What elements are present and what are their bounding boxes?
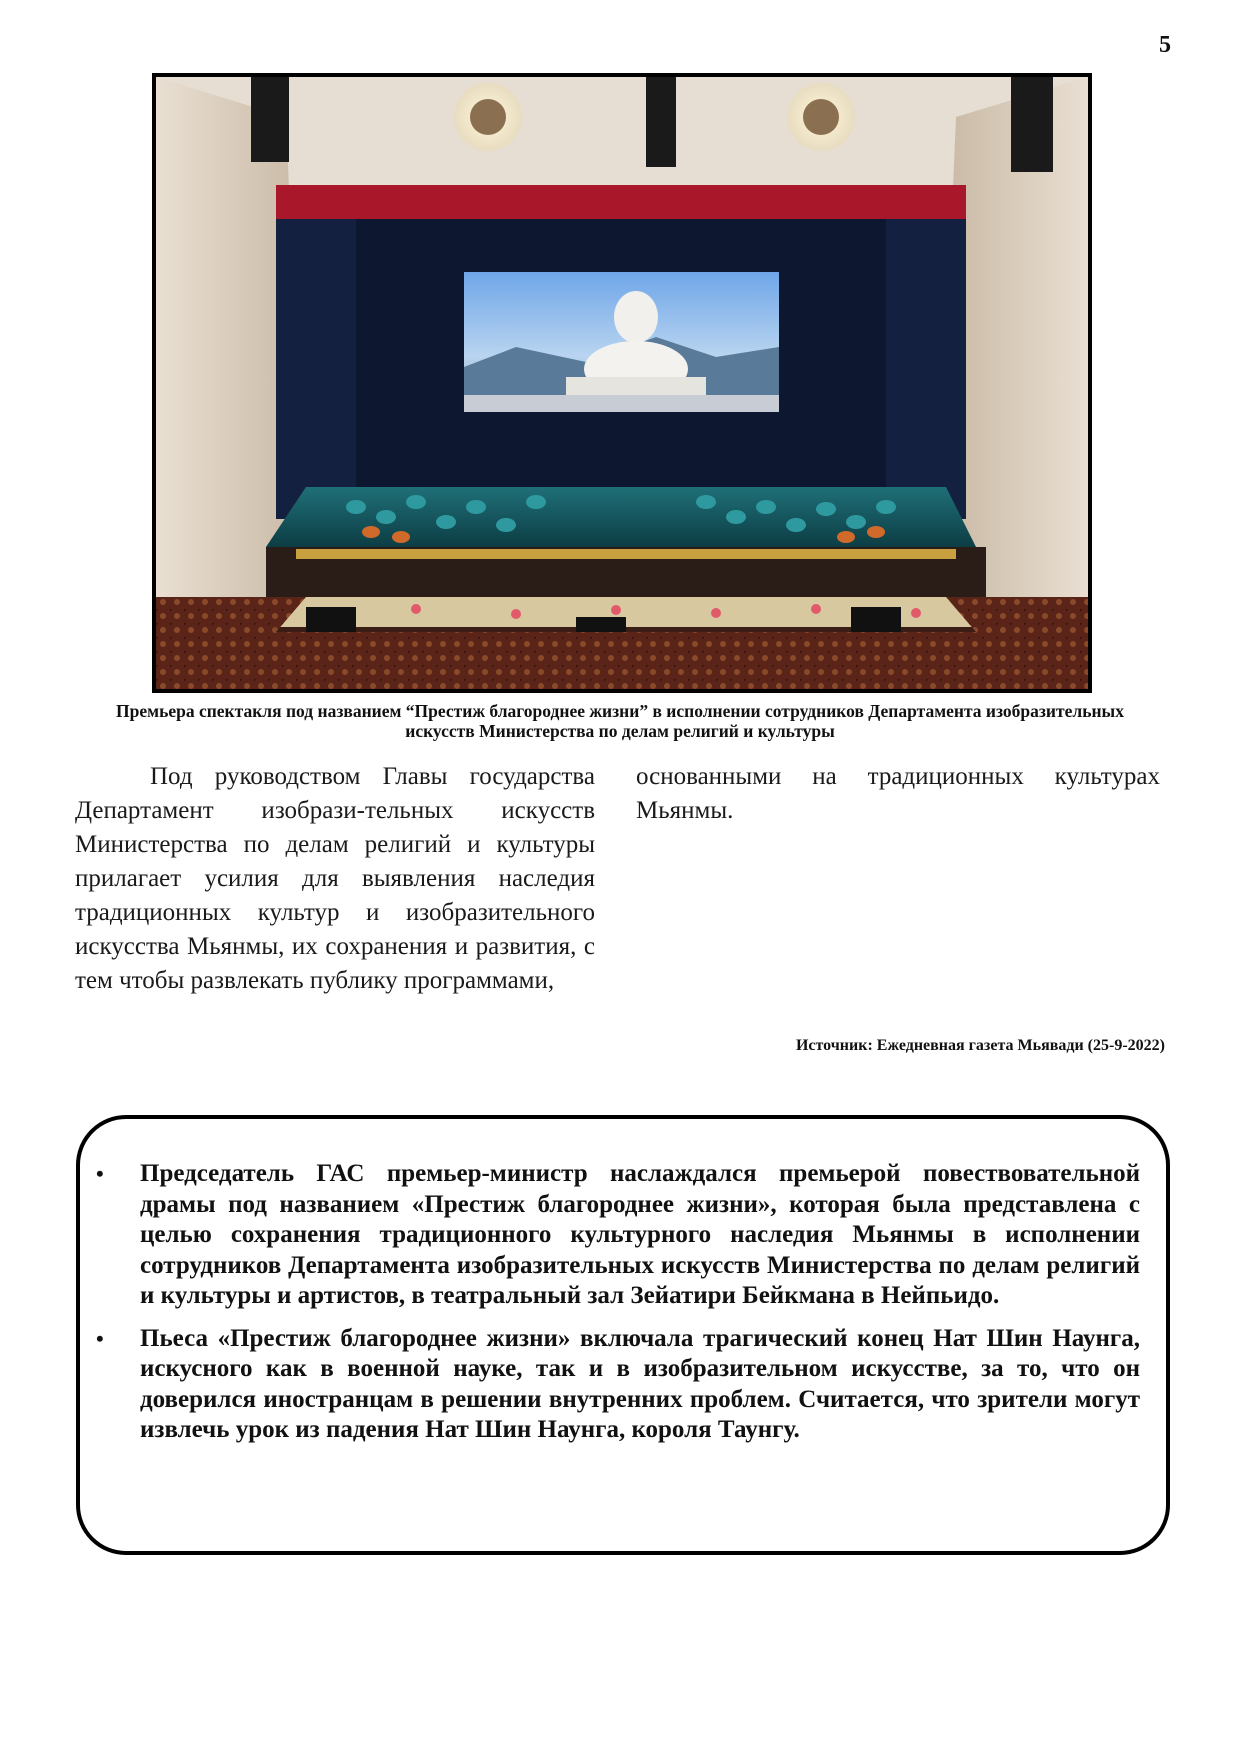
highlights-list xyxy=(96,1159,1140,1458)
stage-photo xyxy=(152,73,1092,693)
highlight-text: Пьеса «Престиж благороднее жизни» включала трагический конец Нат Шин Наунга, искусного как в военной науке, так и в изобразительном искусстве, за то, что он доверился иностранцам в решении внутренних проблем. Считается, что зрители могут извлечь урок из падения Нат Шин Наунга, короля Таунгу. xyxy=(140,1324,1140,1443)
page-number: 5 xyxy=(1159,32,1171,58)
bullet-icon: • xyxy=(96,1325,104,1351)
article-source: Источник: Ежедневная газета Мьявади (25-9-2022) xyxy=(795,1037,1165,1054)
highlight-text: Председатель ГАС премьер-министр наслаждался премьерой повествовательной драмы под названием «Престиж благороднее жизни», которая была представлена с целью сохранения традиционного культурного наследия Мьянмы в исполнении сотрудников Департамента изобразительных искусств Министерства по делам религий и культуры и артистов, в театральный зал Зейатири Бейкмана в Нейпьидо. xyxy=(140,1160,1140,1309)
highlight-item xyxy=(96,1324,1140,1446)
photo-caption: Премьера спектакля под названием “Престиж благороднее жизни” в исполнении сотрудников Департамента изобразительных искусств Министерства по делам религий и культуры xyxy=(116,701,1124,741)
bullet-icon: • xyxy=(96,1161,104,1186)
highlights-box xyxy=(76,1115,1170,1555)
highlight-item xyxy=(96,1159,1140,1312)
stage-photo-illustration xyxy=(156,77,1088,689)
article-paragraph-left: Под руководством Главы государства Департамент изобрази-тельных искусств Министерства по делам религий и культуры прилагает усилия для выявления наследия традиционных культур и изобразительного искусства Мьянмы, их сохранения и развития, с тем чтобы развлекать публику программами, xyxy=(75,763,595,994)
article-paragraph-right: основанными на традиционных культурах Мьянмы. xyxy=(636,763,1160,824)
